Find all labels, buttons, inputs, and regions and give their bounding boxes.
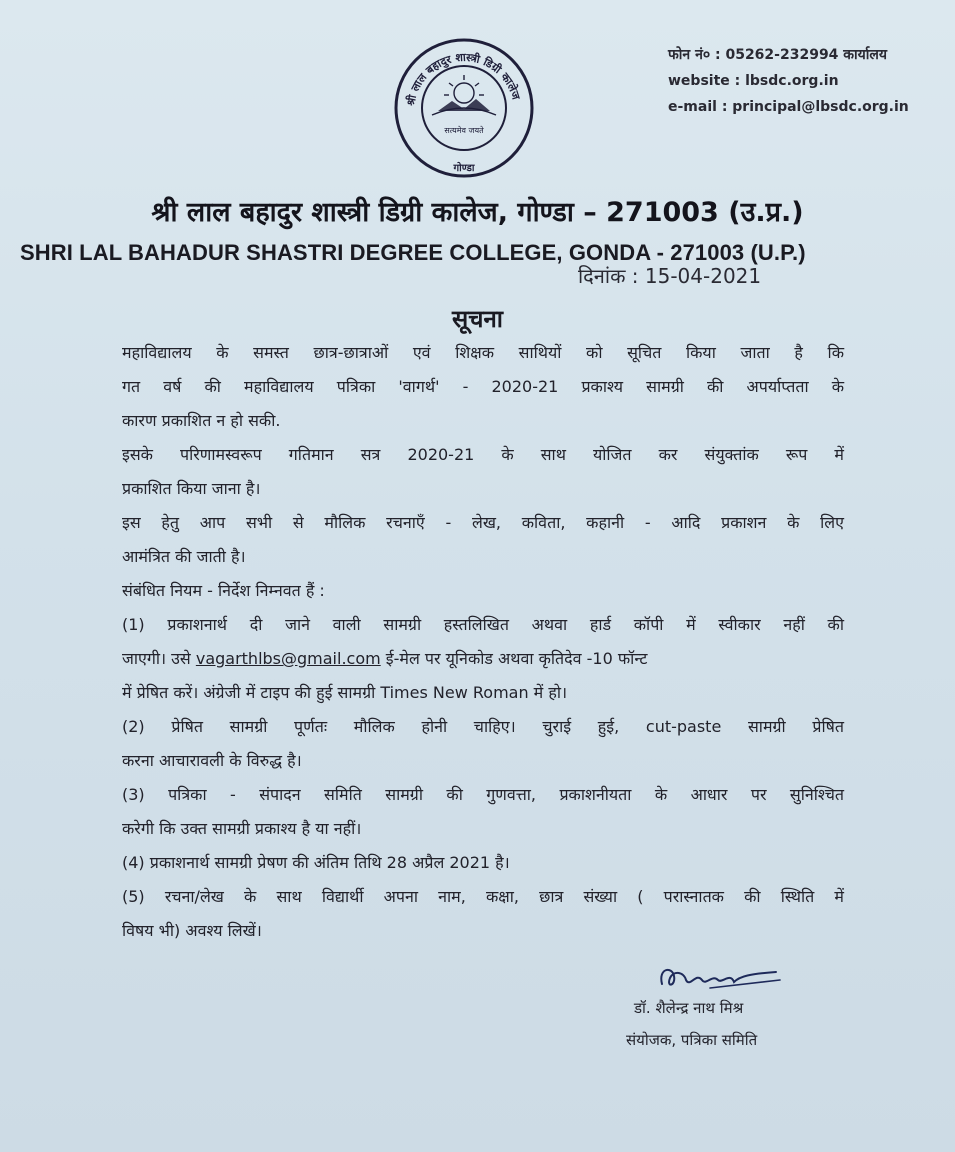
rule-1-text: ई-मेल पर यूनिकोड अथवा कृतिदेव -10 फॉन्ट (380, 649, 648, 668)
rules-intro: संबंधित नियम - निर्देश निम्नवत हैं : (122, 581, 325, 600)
submission-email-link[interactable]: vagarthlbs@gmail.com (195, 649, 381, 668)
body-line: आमंत्रित की जाती है। (122, 547, 246, 566)
contact-email: e-mail : principal@lbsdc.org.in (668, 99, 909, 115)
rule-1-text: जाएगी। उसे (122, 649, 196, 668)
body-line: गत वर्ष की महाविद्यालय पत्रिका 'वागर्थ' - 2020-21 प्रकाश्य सामग्री की अपर्याप्तता के (122, 377, 844, 396)
body-line: इसके परिणामस्वरूप गतिमान सत्र 2020-21 के साथ योजित कर संयुक्तांक रूप में (122, 445, 844, 464)
contact-phone: फोन नं० : 05262-232994 कार्यालय (668, 47, 888, 63)
notice-date: दिनांक : 15-04-2021 (578, 264, 762, 288)
notice-body (122, 336, 844, 948)
college-title-hindi: श्री लाल बहादुर शास्त्री डिग्री कालेज, गोण्डा – 271003 (उ.प्र.) (151, 197, 804, 228)
rule-1-line: में प्रेषित करें। अंग्रेजी में टाइप की हुई सामग्री Times New Roman में हो। (122, 683, 568, 702)
body-line: महाविद्यालय के समस्त छात्र-छात्राओं एवं शिक्षक साथियों को सूचित किया जाता है कि (122, 343, 844, 362)
rule-5-line: (5) रचना/लेख के साथ विद्यार्थी अपना नाम, कक्षा, छात्र संख्या ( परास्नातक की स्थिति में (122, 887, 844, 906)
seal-ring-text: श्री लाल बहादुर शास्त्री डिग्री कालेज (404, 50, 523, 107)
college-seal (392, 33, 537, 183)
contact-block (668, 42, 909, 120)
signatory-designation: संयोजक, पत्रिका समिति (626, 1031, 758, 1049)
signatory-name: डॉ. शैलेन्द्र नाथ मिश्र (634, 999, 744, 1017)
rule-2-line: (2) प्रेषित सामग्री पूर्णतः मौलिक होनी चाहिए। चुराई हुई, cut-paste सामग्री प्रेषित (122, 717, 844, 736)
contact-website: website : lbsdc.org.in (668, 73, 839, 89)
rule-5-line: विषय भी) अवश्य लिखें। (122, 921, 262, 940)
body-line: प्रकाशित किया जाना है। (122, 479, 261, 498)
notice-heading: सूचना (452, 305, 503, 333)
seal-motto: सत्यमेव जयते (444, 126, 484, 135)
body-line: कारण प्रकाशित न हो सकी. (122, 411, 281, 430)
rule-1-line: (1) प्रकाशनार्थ दी जाने वाली सामग्री हस्तलिखित अथवा हार्ड कॉपी में स्वीकार नहीं की (122, 615, 844, 634)
rule-1-line (122, 642, 844, 676)
seal-city: गोण्डा (453, 163, 475, 174)
rule-2-line: करना आचारावली के विरुद्ध है। (122, 751, 302, 770)
body-line: इस हेतु आप सभी से मौलिक रचनाएँ - लेख, कविता, कहानी - आदि प्रकाशन के लिए (122, 513, 844, 532)
college-title-english: SHRI LAL BAHADUR SHASTRI DEGREE COLLEGE, GONDA - 271003 (U.P.) (20, 240, 806, 265)
rule-3-line: करेगी कि उक्त सामग्री प्रकाश्य है या नहीं। (122, 819, 362, 838)
rule-3-line: (3) पत्रिका - संपादन समिति सामग्री की गुणवत्ता, प्रकाशनीयता के आधार पर सुनिश्चित (122, 785, 844, 804)
rule-4-line: (4) प्रकाशनार्थ सामग्री प्रेषण की अंतिम तिथि 28 अप्रैल 2021 है। (122, 853, 510, 872)
signatory-block (626, 992, 757, 1056)
